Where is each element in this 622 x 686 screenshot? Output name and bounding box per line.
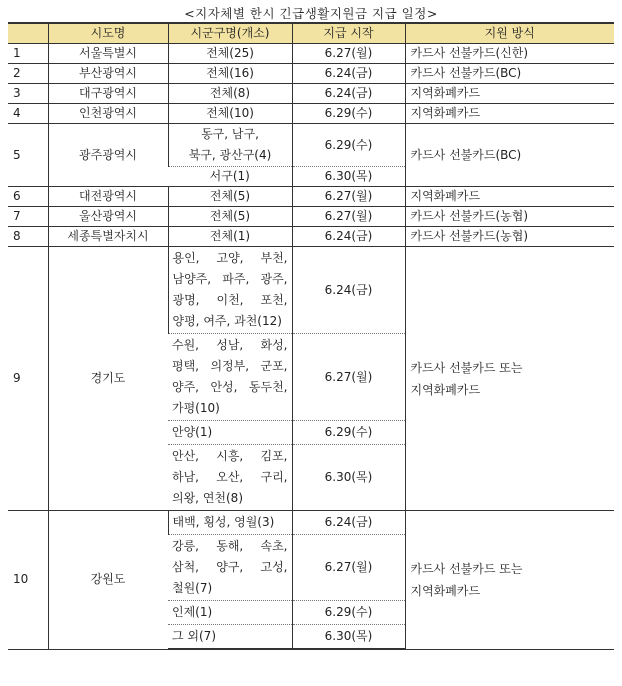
row-method — [405, 511, 614, 650]
header-row — [8, 23, 614, 44]
row-start: 6.27(월) — [292, 187, 405, 207]
row-no: 4 — [8, 104, 48, 124]
row-sigungu — [168, 601, 292, 625]
row-no: 5 — [8, 124, 48, 187]
row-no: 10 — [8, 511, 48, 650]
sigungu-line: 의왕, 연천(8) — [172, 491, 243, 505]
sigungu-line: 남양주, 파주, 광주, — [172, 272, 288, 286]
header-no — [8, 23, 48, 44]
row-sigungu: 전체(16) — [168, 64, 292, 84]
row-start: 6.27(월) — [292, 535, 405, 601]
row-sigungu — [168, 247, 292, 334]
row-no: 1 — [8, 44, 48, 64]
table-row — [8, 187, 614, 207]
header-method: 지원 방식 — [405, 23, 614, 44]
sigungu-line: 강릉, 동해, 속초, — [172, 539, 288, 553]
row-method: 카드사 선불카드(신한) — [405, 44, 614, 64]
row-sido: 울산광역시 — [48, 207, 168, 227]
row-start: 6.27(월) — [292, 207, 405, 227]
row-sigungu: 서구(1) — [168, 167, 292, 187]
row-sido: 대전광역시 — [48, 187, 168, 207]
row-start: 6.24(금) — [292, 64, 405, 84]
table-row — [8, 64, 614, 84]
sigungu-line: 용인, 고양, 부천, — [172, 251, 288, 265]
sigungu-line: 안산, 시흥, 김포, — [172, 449, 288, 463]
row-method: 카드사 선불카드(농협) — [405, 207, 614, 227]
sigungu-line: 하남, 오산, 구리, — [172, 470, 288, 484]
row-no: 2 — [8, 64, 48, 84]
table-row — [8, 227, 614, 247]
table-row — [8, 247, 614, 334]
row-no: 6 — [8, 187, 48, 207]
sigungu-line: 철원(7) — [172, 581, 213, 595]
row-start: 6.24(금) — [292, 84, 405, 104]
row-sigungu — [168, 124, 292, 167]
row-no: 7 — [8, 207, 48, 227]
sigungu-line: 평택, 의정부, 군포, — [172, 359, 288, 373]
row-start: 6.24(금) — [292, 247, 405, 334]
row-no: 3 — [8, 84, 48, 104]
support-schedule-table — [8, 22, 614, 650]
sigungu-line: 양주, 안성, 동두천, — [172, 380, 288, 394]
method-line: 지역화폐카드 — [410, 382, 481, 397]
row-start: 6.27(월) — [292, 334, 405, 421]
row-method: 카드사 선불카드(BC) — [405, 64, 614, 84]
sigungu-line: 수원, 성남, 화성, — [172, 338, 288, 352]
table-row — [8, 511, 614, 535]
table-row — [8, 44, 614, 64]
row-sigungu: 전체(10) — [168, 104, 292, 124]
header-sido: 시도명 — [48, 23, 168, 44]
row-sigungu: 전체(5) — [168, 207, 292, 227]
method-line: 카드사 선불카드 또는 — [410, 360, 523, 375]
table-row — [8, 104, 614, 124]
row-sigungu: 전체(8) — [168, 84, 292, 104]
row-method: 카드사 선불카드(BC) — [405, 124, 614, 187]
row-method: 지역화폐카드 — [405, 84, 614, 104]
row-sigungu — [168, 445, 292, 511]
row-sido: 세종특별자치시 — [48, 227, 168, 247]
row-sido: 강원도 — [48, 511, 168, 650]
row-method: 지역화폐카드 — [405, 104, 614, 124]
row-sigungu: 전체(1) — [168, 227, 292, 247]
table-row — [8, 84, 614, 104]
sigungu-line: 인제(1) — [172, 605, 213, 619]
row-start: 6.30(목) — [292, 625, 405, 650]
row-method — [405, 247, 614, 511]
row-method: 지역화폐카드 — [405, 187, 614, 207]
row-sigungu — [168, 511, 292, 535]
row-no: 8 — [8, 227, 48, 247]
sigungu-line: 그 외(7) — [172, 629, 216, 643]
row-sido: 대구광역시 — [48, 84, 168, 104]
row-sigungu: 전체(25) — [168, 44, 292, 64]
sigungu-line: 양평, 여주, 과천(12) — [172, 314, 282, 328]
sigungu-line: 동구, 남구, — [201, 127, 259, 141]
row-start: 6.29(수) — [292, 421, 405, 445]
row-start: 6.27(월) — [292, 44, 405, 64]
sigungu-line: 북구, 광산구(4) — [188, 148, 272, 162]
sigungu-line: 안양(1) — [172, 425, 213, 439]
row-sido: 광주광역시 — [48, 124, 168, 187]
row-start: 6.30(목) — [292, 167, 405, 187]
row-sido: 인천광역시 — [48, 104, 168, 124]
method-line: 지역화폐카드 — [410, 583, 481, 598]
header-sigungu: 시군구명(개소) — [168, 23, 292, 44]
table-row — [8, 207, 614, 227]
row-sido: 부산광역시 — [48, 64, 168, 84]
row-start: 6.24(금) — [292, 511, 405, 535]
row-sigungu — [168, 535, 292, 601]
row-start: 6.29(수) — [292, 601, 405, 625]
row-sigungu — [168, 625, 292, 650]
row-method: 카드사 선불카드(농협) — [405, 227, 614, 247]
method-line: 카드사 선불카드 또는 — [410, 561, 523, 576]
row-sido: 서울특별시 — [48, 44, 168, 64]
row-start: 6.29(수) — [292, 104, 405, 124]
sigungu-line: 광명, 이천, 포천, — [172, 293, 288, 307]
row-sigungu: 전체(5) — [168, 187, 292, 207]
header-start: 지급 시작 — [292, 23, 405, 44]
sigungu-line: 태백, 횡성, 영월(3) — [172, 515, 275, 529]
row-no: 9 — [8, 247, 48, 511]
row-sigungu — [168, 334, 292, 421]
sigungu-line: 삼척, 양구, 고성, — [172, 560, 288, 574]
row-start: 6.24(금) — [292, 227, 405, 247]
row-sido: 경기도 — [48, 247, 168, 511]
row-start: 6.29(수) — [292, 124, 405, 167]
row-sigungu — [168, 421, 292, 445]
sigungu-line: 가평(10) — [172, 401, 220, 415]
row-start: 6.30(목) — [292, 445, 405, 511]
table-row — [8, 124, 614, 167]
table-title: <지자체별 한시 긴급생활지원금 지급 일정> — [184, 6, 438, 21]
